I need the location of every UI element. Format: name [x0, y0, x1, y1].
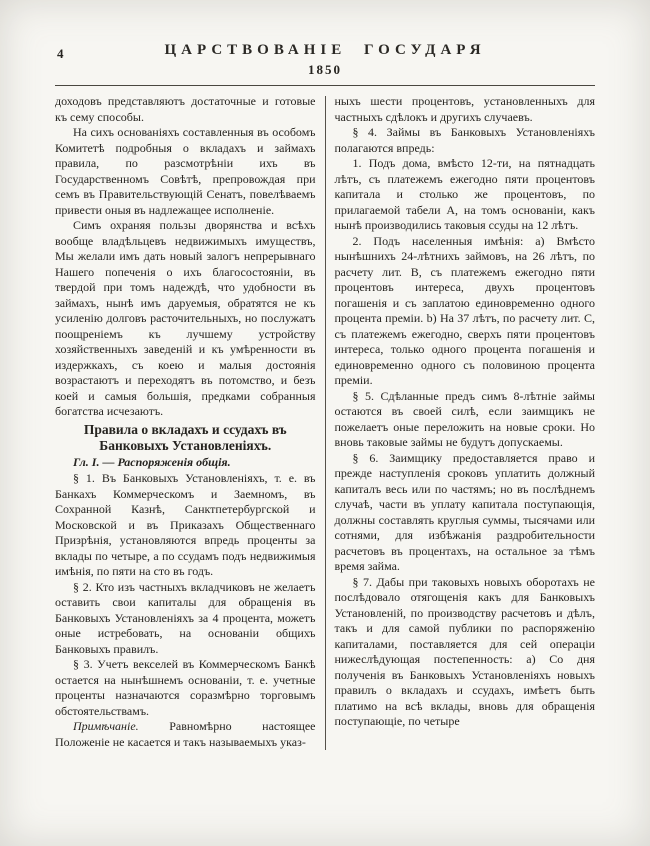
- text-columns: [0, 86, 650, 750]
- paragraph: § 1. Въ Банковыхъ Установленіяхъ, т. е. въ Банкахъ Коммерческомъ и Заемномъ, въ Сохранной Казнѣ, Санктпетербургской и Московской и въ Приказахъ Общественнаго Призрѣнія, установляются впредь проценты за вклады по четыре, а по ссудамъ подъ недвижимыя имѣнія, по пяти на сто въ годъ.: [55, 471, 316, 578]
- paragraph: ныхъ шести процентовъ, установленныхъ для частныхъ сдѣлокъ и другихъ случаевъ.: [334, 94, 595, 124]
- paragraph: 2. Подъ населенныя имѣнія: а) Вмѣсто нынѣшнихъ 24-лѣтнихъ займовъ, на 26 лѣтъ, по расчету лит. В, съ платежемъ ежегодно пяти процентовъ интереса, двухъ процентовъ погашенія и съ заплатою единовременно одного процента преміи. b) На 37 лѣтъ, по расчету лит. С, съ платежемъ ежегодно, сверхъ пяти процентовъ интереса, только одного процента погашенія и единовременно одного съ половиною процента преміи.: [334, 233, 595, 387]
- paragraph: § 2. Кто изъ частныхъ вкладчиковъ не желаетъ оставить свои капиталы для обращенія въ Банковыхъ Установленіяхъ за 4 процента, можетъ оные истребовать, на основаніи общихъ Банковыхъ правилъ.: [55, 579, 316, 656]
- note-lead: Примѣчаніе.: [73, 719, 139, 733]
- left-column: [55, 94, 316, 750]
- paragraph: § 7. Дабы при таковыхъ новыхъ оборотахъ не послѣдовало отягощенія какъ для Банковыхъ Установленій, по производству расчетовъ и дѣлъ, такъ и для самой публики по распоряженію капиталами, поставляется для сей операціи нижеслѣдующая постепенность: а) Со дня полученія въ Банковыхъ Установленіяхъ новыхъ правилъ о вкладахъ и ссудахъ, имѣетъ быть платимо на всѣ вклады, вновь для обращенія поступающіе, по четыре: [334, 574, 595, 728]
- paragraph: На сихъ основаніяхъ составленныя въ особомъ Комитетѣ подробныя о вкладахъ и займахъ правила, по разсмотрѣніи ихъ въ Государственномъ Совѣтѣ, препровождая при семъ въ Правительствующій Сенатъ, повелѣваемъ привести оныя въ надлежащее исполненіе.: [55, 125, 316, 217]
- column-divider: [325, 96, 326, 750]
- page-year: 1850: [308, 62, 342, 77]
- section-heading: Правила о вкладахъ и ссудахъ въ Банковыхъ Установленіяхъ.: [83, 421, 287, 453]
- paragraph: доходовъ представляютъ достаточные и готовые къ сему способы.: [55, 94, 316, 124]
- header-rule: [55, 85, 595, 86]
- paragraph: Симъ охраняя пользы дворянства и всѣхъ вообще владѣльцевъ недвижимыхъ имуществъ, Мы желали имъ дать новый залогъ непрерывнаго Нашего попеченія о ихъ благосостояніи, въ твердой при томъ надеждѣ, что удобности въ займахъ, нынѣ имъ даруемыя, обратятся не къ усиленію долговъ расточительныхъ, но послужатъ поощреніемъ къ лучшему устройству хозяйственныхъ заведеній и къ умѣренности въ издержкахъ, съ коею и малыя достоянія возрастаютъ и переходятъ въ потомство, и безъ коей и самыя большія, предками собранныя богатства исчезаютъ.: [55, 218, 316, 418]
- note-paragraph: [55, 719, 316, 750]
- page-title: ЦАРСТВОВАНІЕ ГОСУДАРЯ: [164, 42, 486, 58]
- page-header: [0, 0, 650, 86]
- chapter-heading: Гл. I. — Распоряженія общія.: [73, 454, 231, 469]
- page-number: 4: [57, 46, 64, 61]
- paragraph: § 5. Сдѣланные предъ симъ 8-лѣтніе займы остаются въ своей силѣ, если заимщикъ не пожелаетъ оные переложить на новые сроки. Но вновь таковые займы не будутъ допускаемы.: [334, 388, 595, 449]
- paragraph: § 4. Займы въ Банковыхъ Установленіяхъ полагаются впредь:: [334, 125, 595, 155]
- paragraph: § 3. Учетъ векселей въ Коммерческомъ Банкѣ остается на нынѣшнемъ основаніи, т. е. учетные проценты назначаются соразмѣрно торговымъ обстоятельствамъ.: [55, 657, 316, 718]
- paragraph: 1. Подъ дома, вмѣсто 12-ти, на пятнадцать лѣтъ, съ платежемъ ежегодно пяти процентовъ капитала и столько же процентовъ, по прилагаемой табели А, на томъ основаніи, какъ нынѣ производились таковыя ссуды на 12 лѣтъ.: [334, 156, 595, 232]
- right-column: [335, 94, 596, 750]
- note-text: Равномѣрно настоящее Положеніе не касается и такъ называемыхъ указ-: [55, 719, 316, 749]
- paragraph: § 6. Заимщику предоставляется право и прежде наступленія сроковъ уплатить должный капиталъ весь или по частямъ; но въ послѣднемъ случаѣ, части въ уплату капитала поступающія, должны составлять круглыя суммы, тысячами или сотнями, для избѣжанія раздробительности расчетовъ въ процентахъ, на остальное за тѣмъ время займа.: [334, 450, 595, 573]
